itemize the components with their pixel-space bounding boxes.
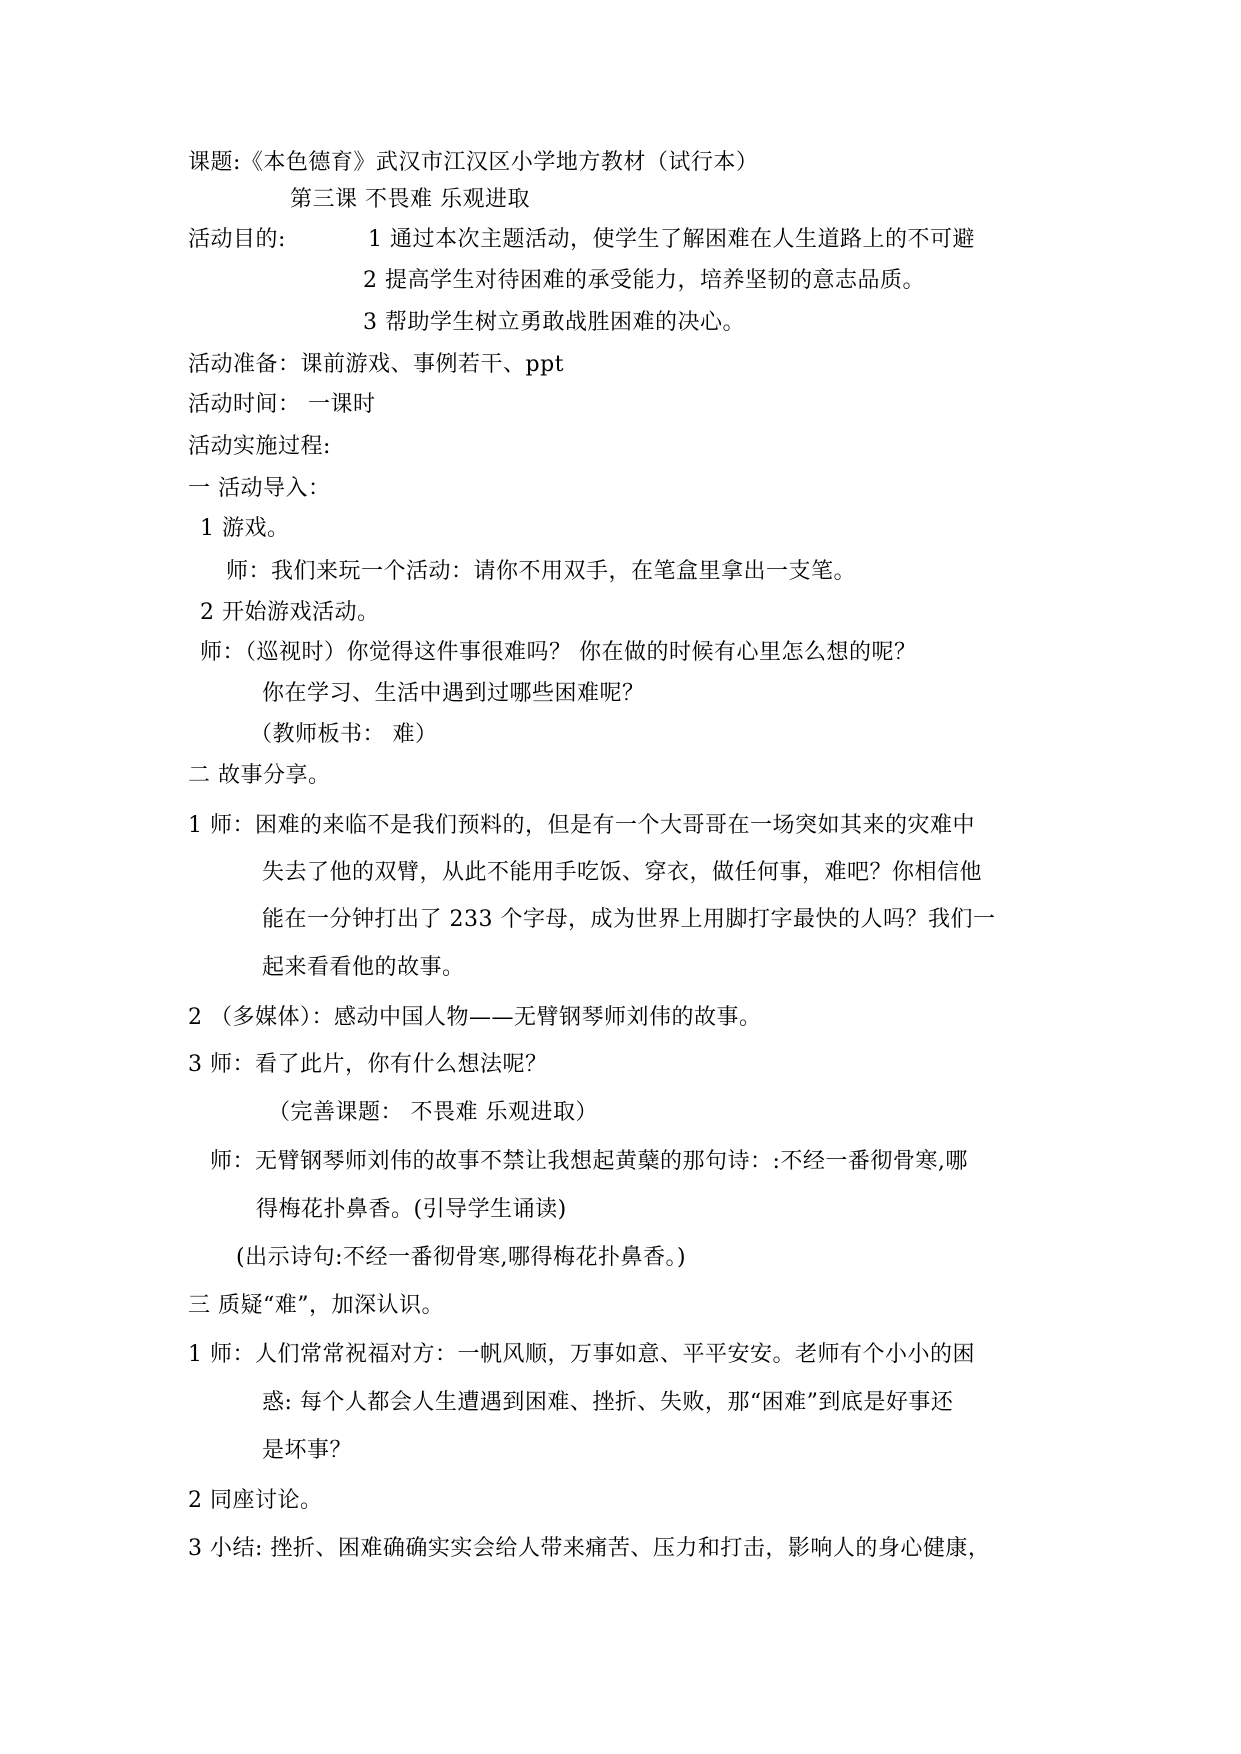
section-2-item-3: 3 师：看了此片，你有什么想法呢？ (188, 1052, 548, 1077)
activity-prep: 活动准备：课前游戏、事例若干、ppt (188, 352, 565, 377)
section-2-teacher-line-1: 师：无臂钢琴师刘伟的故事不禁让我想起黄蘖的那句诗：:不经一番彻骨寒,哪 (210, 1149, 968, 1174)
goal-item-1: 1 通过本次主题活动，使学生了解困难在人生道路上的不可避 (368, 227, 975, 252)
section-2-item-1-line-2: 失去了他的双臂，从此不能用手吃饭、穿衣，做任何事，难吧？你相信他 (262, 860, 983, 885)
section-3-item-2: 2 同座讨论。 (188, 1488, 323, 1513)
section-3-item-1-line-2: 惑: 每个人都会人生遭遇到困难、挫折、失败，那“困难”到底是好事还 (262, 1390, 954, 1415)
activity-time: 活动时间： 一课时 (188, 392, 376, 417)
goal-item-2: 2 提高学生对待困难的承受能力，培养坚韧的意志品质。 (363, 268, 925, 293)
section-3-item-1-line-3: 是坏事？ (262, 1438, 353, 1463)
goal-label: 活动目的: (188, 227, 286, 252)
section-2-title: 二 故事分享。 (188, 763, 331, 788)
section-3-item-1-line-1: 1 师：人们常常祝福对方：一帆风顺，万事如意、平平安安。老师有个小小的困 (188, 1342, 975, 1367)
section-2-item-1-line-3: 能在一分钟打出了 233 个字母，成为世界上用脚打字最快的人吗？我们一 (262, 907, 996, 932)
section-2-note: （完善课题： 不畏难 乐观进取） (268, 1100, 598, 1125)
section-1-title: 一 活动导入： (188, 476, 331, 501)
section-2-item-2: 2 （多媒体）：感动中国人物——无臂钢琴师刘伟的故事。 (188, 1005, 762, 1030)
section-1-item-1: 1 游戏。 (200, 516, 290, 541)
section-1-teacher-question: 师：（巡视时）你觉得这件事很难吗？ 你在做的时候有心里怎么想的呢？ (200, 640, 917, 665)
goal-item-3: 3 帮助学生树立勇敢战胜困难的决心。 (363, 310, 745, 335)
section-2-teacher-line-2: 得梅花扑鼻香。(引导学生诵读) (256, 1197, 567, 1222)
section-2-item-1-line-4: 起来看看他的故事。 (262, 955, 465, 980)
section-1-teacher-line: 师：我们来玩一个活动：请你不用双手，在笔盒里拿出一支笔。 (226, 559, 857, 584)
section-1-question: 你在学习、生活中遇到过哪些困难呢？ (262, 681, 645, 706)
section-3-item-3: 3 小结: 挫折、困难确确实实会给人带来痛苦、压力和打击，影响人的身心健康， (188, 1536, 991, 1561)
section-3-title: 三 质疑“难”，加深认识。 (188, 1293, 444, 1318)
doc-title: 课题:《本色德育》武汉市江汉区小学地方教材（试行本） (188, 150, 759, 175)
section-1-item-2: 2 开始游戏活动。 (200, 600, 380, 625)
section-2-item-1-line-1: 1 师：困难的来临不是我们预料的，但是有一个大哥哥在一场突如其来的灾难中 (188, 813, 975, 838)
section-1-board-note: （教师板书： 难） (250, 722, 438, 747)
section-2-poem: (出示诗句:不经一番彻骨寒,哪得梅花扑鼻香。) (236, 1245, 687, 1270)
activity-process: 活动实施过程: (188, 434, 331, 459)
lesson-title: 第三课 不畏难 乐观进取 (290, 187, 530, 212)
